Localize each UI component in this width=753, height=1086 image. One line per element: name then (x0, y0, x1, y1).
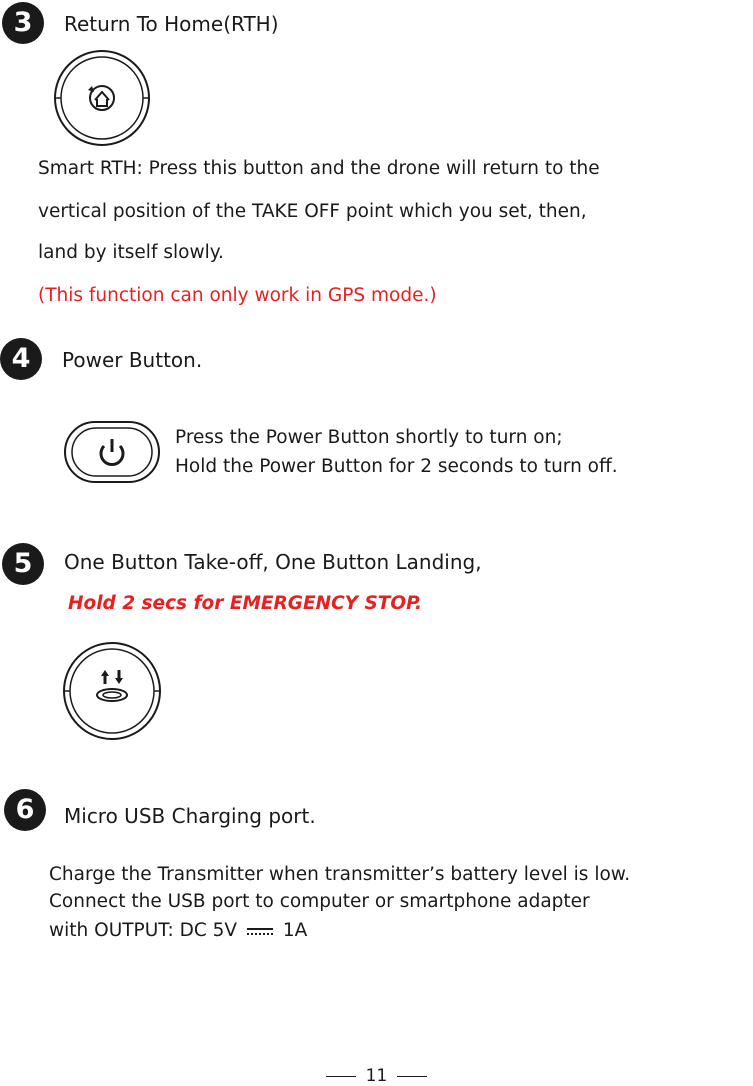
section-title: One Button Take-off, One Button Landing, (64, 550, 482, 574)
page-number-text: 11 (365, 1066, 388, 1086)
divider (397, 1076, 427, 1077)
rth-description-line: vertical position of the TAKE OFF point which you set, then, (38, 201, 587, 222)
output-current-text: 1A (282, 920, 308, 941)
page-number (0, 1066, 753, 1086)
power-button-icon (64, 420, 160, 484)
usb-instruction-line: Connect the USB port to computer or smartphone adapter (49, 891, 590, 912)
usb-instruction-line: Charge the Transmitter when transmitter’s battery level is low. (49, 864, 631, 885)
rth-description-line: land by itself slowly. (38, 242, 224, 263)
rth-gps-note: (This function can only work in GPS mode.) (38, 285, 437, 306)
divider (326, 1076, 356, 1077)
section-number-badge: 6 (4, 789, 46, 831)
output-voltage-text: with OUTPUT: DC 5V (49, 920, 238, 941)
home-return-button-icon (52, 50, 152, 150)
section-number-badge: 4 (0, 338, 42, 380)
section-title: Return To Home(RTH) (64, 12, 279, 36)
section-title: Power Button. (62, 348, 203, 372)
dc-current-icon (247, 925, 273, 937)
power-instruction-line: Press the Power Button shortly to turn on; (175, 427, 563, 448)
rth-description-line: Smart RTH: Press this button and the drone will return to the (38, 158, 600, 179)
section-number-badge: 3 (2, 2, 44, 44)
rth-button-illustration (52, 50, 152, 154)
takeoff-landing-button-icon (62, 641, 162, 741)
takeoff-button-illustration (62, 641, 162, 745)
emergency-stop-warning: Hold 2 secs for EMERGENCY STOP. (68, 593, 422, 614)
usb-output-spec (49, 920, 307, 941)
power-instruction-line: Hold the Power Button for 2 seconds to turn off. (175, 456, 618, 477)
section-title: Micro USB Charging port. (64, 804, 316, 828)
section-number-badge: 5 (2, 543, 44, 585)
power-button-illustration (64, 420, 160, 488)
